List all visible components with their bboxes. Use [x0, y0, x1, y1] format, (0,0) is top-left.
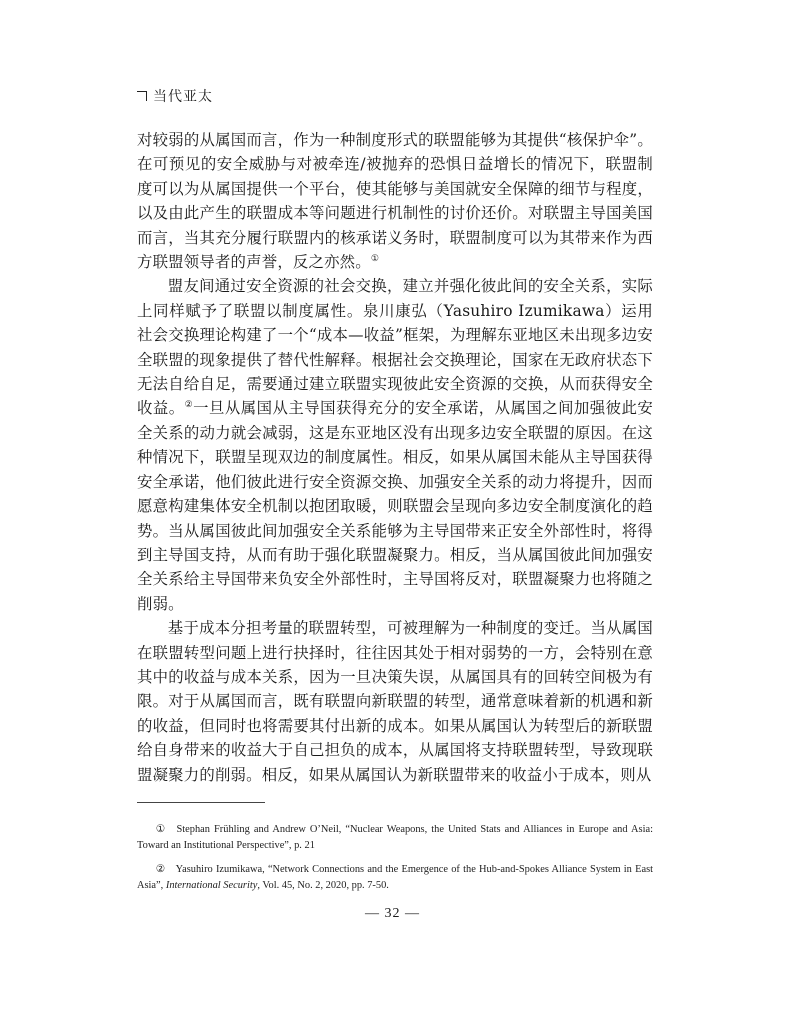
footnote-ref-2[interactable]: ②: [184, 400, 194, 411]
paragraph-1: [137, 128, 653, 274]
paragraph-1-text: 对较弱的从属国而言，作为一种制度形式的联盟能够为其提供“核保护伞”。在可预见的安全威胁与对被牵连/被抛弃的恐惧日益增长的情况下，联盟制度可以为从属国提供一个平台，使其能够与美国就安全保障的细节与程度，以及由此产生的联盟成本等问题进行机制性的讨价还价。对联盟主导国美国而言，当其充分履行联盟内的核承诺义务时，联盟制度可以为其带来作为西方联盟领导者的声誉，反之亦然。: [137, 131, 653, 272]
footnote-1-number: ①: [155, 824, 167, 835]
footnote-2-text: Yasuhiro Izumikawa, “Network Connections and the Emergence of the Hub-and-Spokes Alliance System in East Asia”,: [137, 864, 653, 891]
footnote-2-details: , Vol. 45, No. 2, 2020, pp. 7-50.: [257, 880, 389, 891]
footnote-2: [137, 862, 653, 894]
running-header: [137, 86, 213, 106]
footnote-1-text: Stephan Frühling and Andrew O’Neil, “Nuclear Weapons, the United Stats and Alliances in Europe and Asia: Toward an Institutional Perspective”, p. 21: [137, 824, 653, 851]
footnotes: [137, 822, 653, 902]
footnote-2-number: ②: [155, 864, 166, 875]
footnote-divider: [137, 802, 265, 803]
footnote-ref-1[interactable]: ①: [370, 253, 380, 264]
body-text: [137, 128, 653, 787]
paragraph-2-text-a: 盟友间通过安全资源的社会交换，建立并强化彼此间的安全关系，实际上同样赋予了联盟以制度属性。泉川康弘（Yasuhiro Izumikawa）运用社会交换理论构建了一个“成本—收益”框架，为理解东亚地区未出现多边安全联盟的现象提供了替代性解释。根据社会交换理论，国家在无政府状态下无法自给自足，需要通过建立联盟实现彼此安全资源的交换，从而获得安全收益。: [137, 277, 653, 418]
paragraph-3: [137, 616, 653, 787]
paragraph-2-text-b: 一旦从属国从主导国获得充分的安全承诺，从属国之间加强彼此安全关系的动力就会减弱，这是东亚地区没有出现多边安全联盟的原因。在这种情况下，联盟呈现双边的制度属性。相反，如果从属国未能从主导国获得安全承诺，他们彼此进行安全资源交换、加强安全关系的动力将提升，因而愿意构建集体安全机制以抱团取暖，则联盟会呈现向多边安全制度演化的趋势。当从属国彼此间加强安全关系能够为主导国带来正安全外部性时，将得到主导国支持，从而有助于强化联盟凝聚力。相反，当从属国彼此间加强安全关系给主导国带来负安全外部性时，主导国将反对，联盟凝聚力也将随之削弱。: [137, 399, 653, 613]
journal-title: 当代亚太: [153, 89, 213, 105]
paragraph-3-text: 基于成本分担考量的联盟转型，可被理解为一种制度的变迁。当从属国在联盟转型问题上进行抉择时，往往因其处于相对弱势的一方，会特别在意其中的收益与成本关系，因为一旦决策失误，从属国具有的回转空间极为有限。对于从属国而言，既有联盟向新联盟的转型，通常意味着新的机遇和新的收益，但同时也将需要其付出新的成本。如果从属国认为转型后的新联盟给自身带来的收益大于自己担负的成本，从属国将支持联盟转型，导致现联盟凝聚力的削弱。相反，如果从属国认为新联盟带来的收益小于成本，则从: [137, 619, 653, 784]
footnote-1: [137, 822, 653, 854]
paragraph-2: [137, 274, 653, 616]
page-number: — 32 —: [365, 906, 420, 921]
corner-mark-icon: [137, 91, 147, 101]
footnote-2-journal: International Security: [165, 880, 258, 891]
